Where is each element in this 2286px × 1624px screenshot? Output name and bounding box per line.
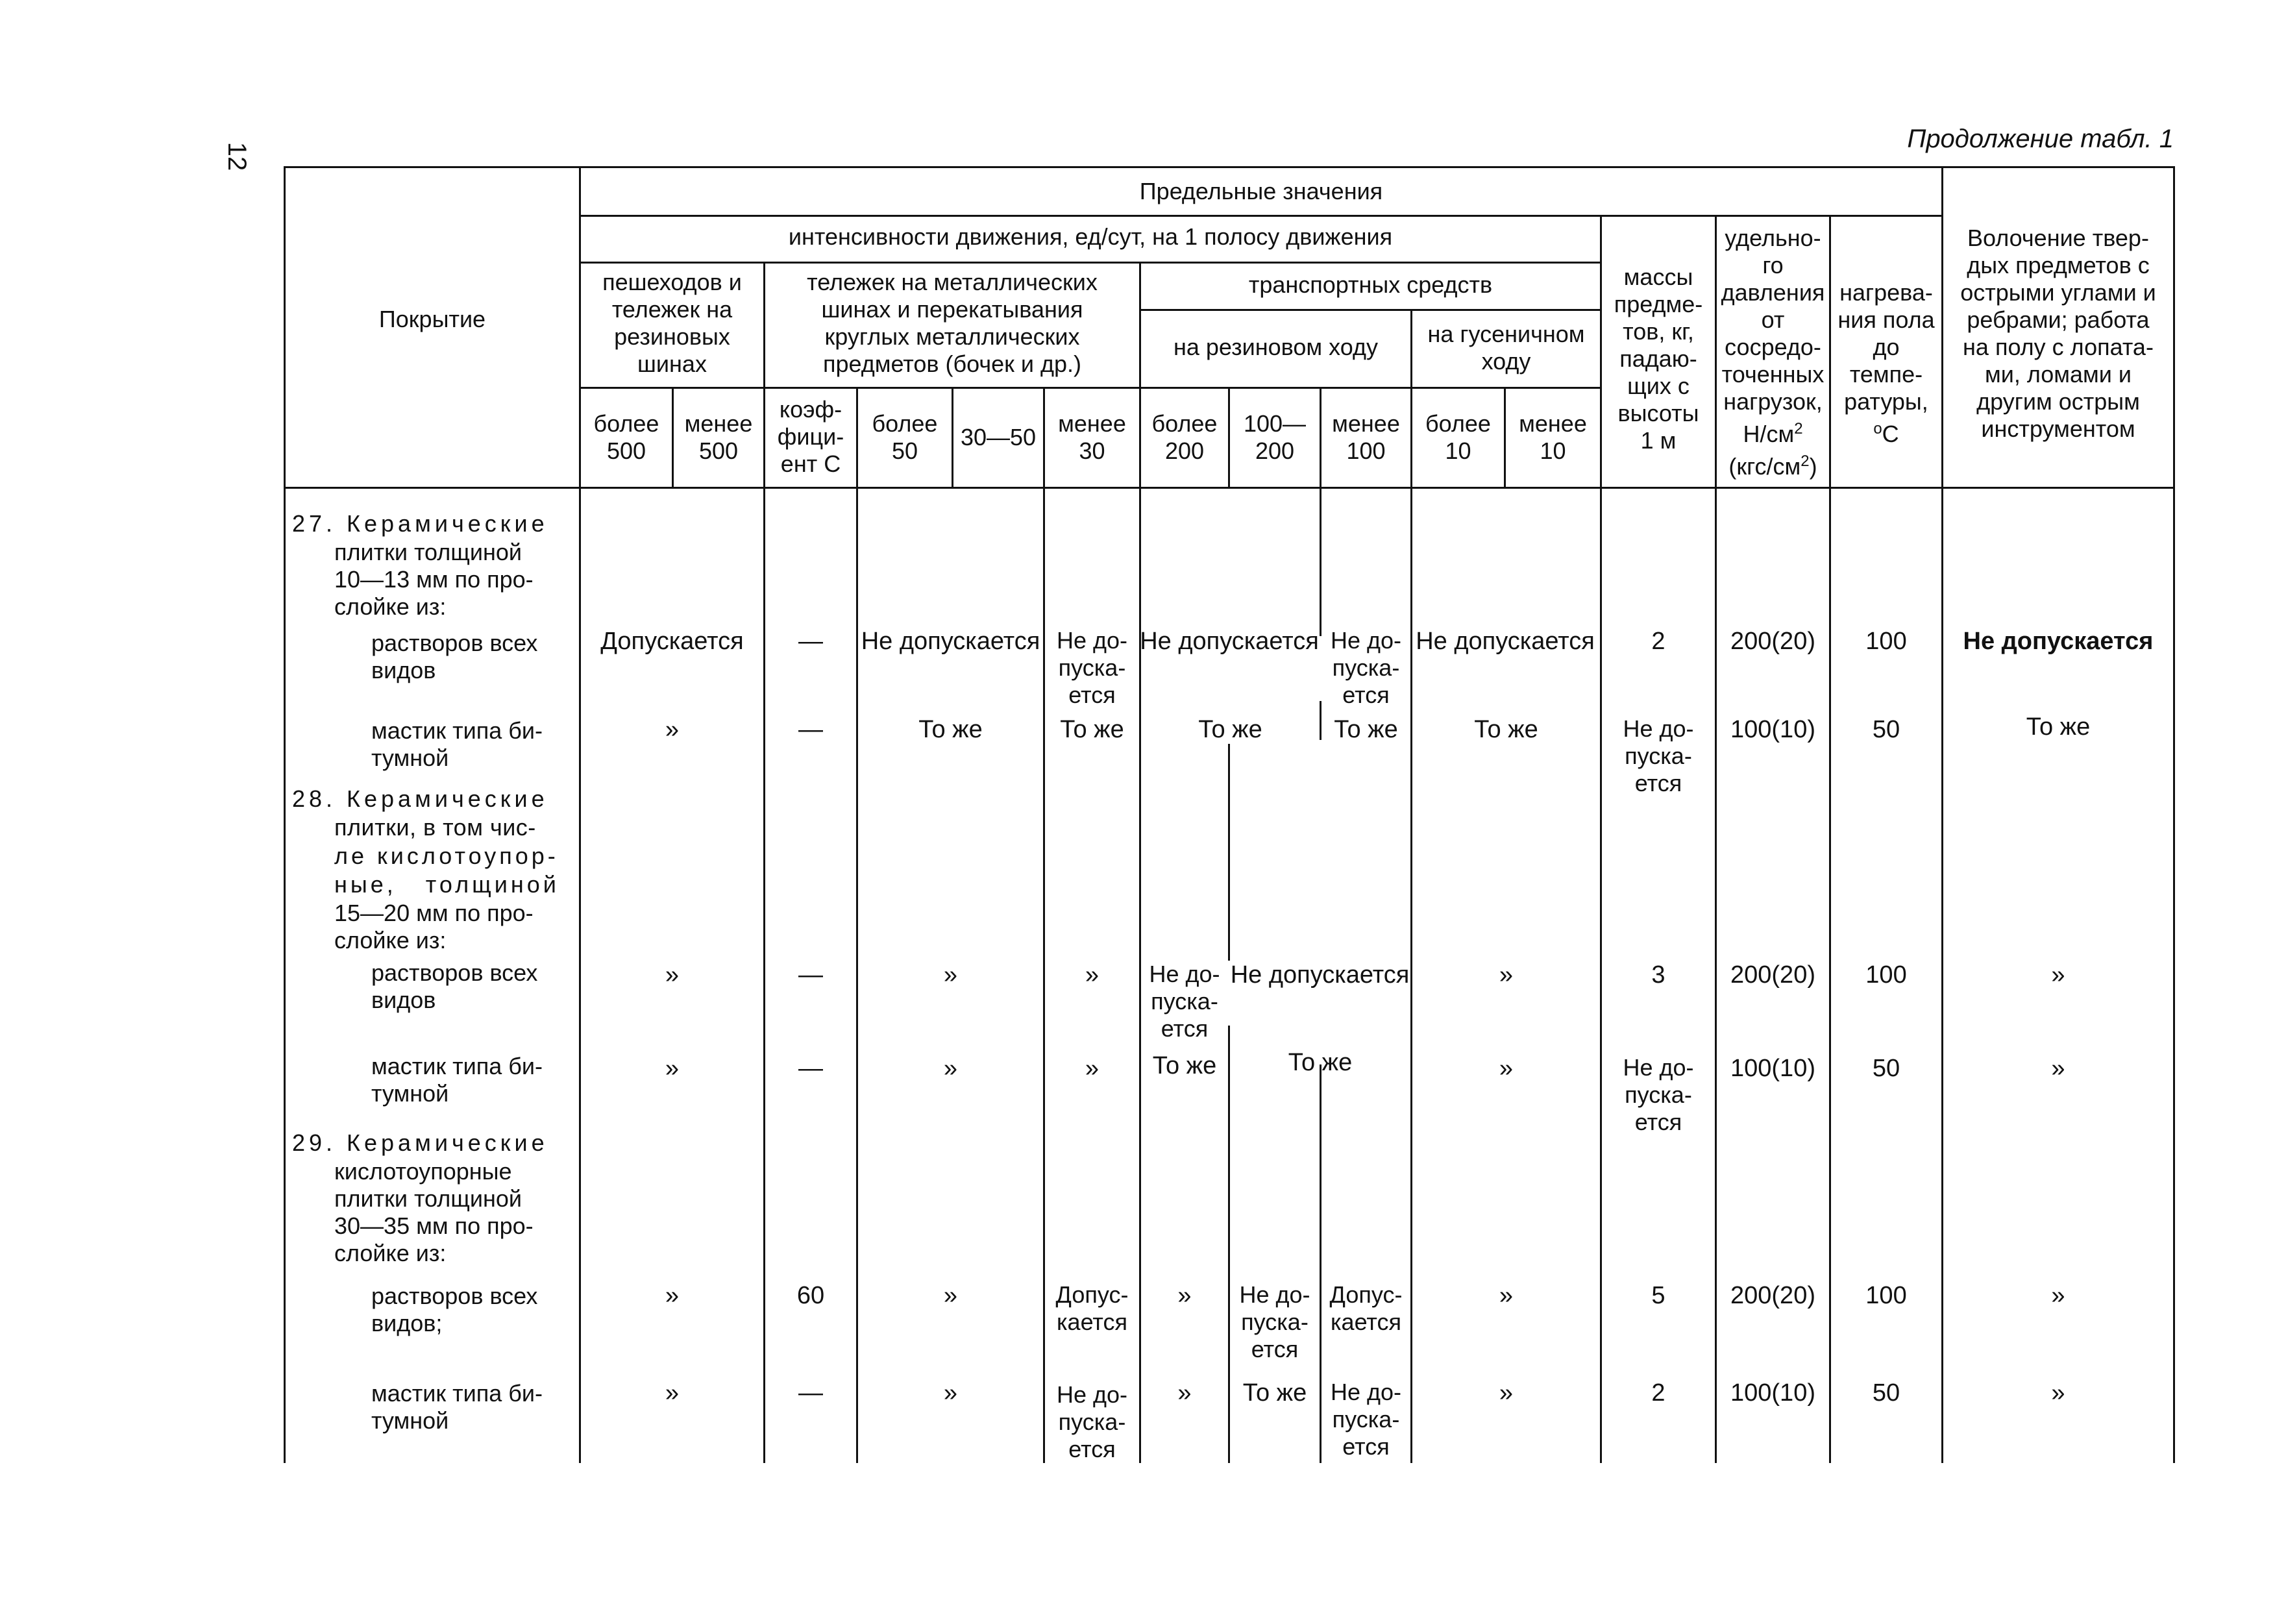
header-coating: Покрытие [378, 306, 486, 332]
cell-28b-pressure: 100(10) [1730, 1055, 1815, 1082]
item29-title: 29. Керамические [292, 1129, 548, 1156]
header-vehicles: транспортных средств [1248, 271, 1493, 298]
subhead-ped-more: более 500 [593, 410, 659, 464]
cell-28b-coef: — [798, 1055, 823, 1082]
col-left-border [284, 166, 286, 1463]
subhead-metal-more: более 50 [872, 410, 938, 464]
item27a-label: растворов всех видов [371, 630, 538, 683]
cell-28a-pressure: 200(20) [1730, 961, 1815, 989]
cell-28b-dragging: » [2051, 1055, 2065, 1082]
item29a-label: растворов всех видов; [371, 1283, 538, 1336]
cell-29b-ped: » [665, 1379, 680, 1407]
item28a-label: растворов всех видов [371, 959, 538, 1013]
cell-29a-rubber-less: Допус- кается [1329, 1281, 1403, 1335]
cell-27a-dragging: Не допускается [1963, 628, 2154, 655]
cell-29b-pressure: 100(10) [1730, 1379, 1815, 1407]
subhead-cat-less: менее 10 [1519, 410, 1587, 464]
cell-28a-rubber-mid-less: Не допускается [1230, 961, 1410, 989]
page-number: 12 [223, 141, 251, 171]
cell-29b-metal-less: Не до- пуска- ется [1056, 1381, 1128, 1462]
cell-29a-rubber-mid: Не до- пуска- ется [1239, 1281, 1310, 1362]
cell-27b-dragging: То же [2026, 713, 2091, 741]
header-line-4 [579, 387, 1600, 389]
col-right-border [2173, 166, 2175, 1463]
cell-29a-rubber-more: » [1177, 1282, 1192, 1309]
cell-28a-heating: 100 [1865, 961, 1907, 989]
cell-28a-mass: 3 [1651, 961, 1665, 989]
header-rubber-tracks: на резиновом ходу [1174, 334, 1378, 360]
cell-29b-heating: 50 [1872, 1379, 1900, 1407]
header-line-3 [1139, 309, 1600, 311]
header-pressure-main: удельно- го давления от сосредо- точенных нагрузок, Н/см [1721, 225, 1825, 447]
cell-27b-rubber-more-mid: То же [1141, 715, 1320, 744]
header-caterpillar: на гусеничном ходу [1427, 321, 1585, 375]
cell-27b-coef: — [798, 716, 823, 743]
cell-28a-cat: » [1499, 961, 1514, 989]
header-pressure-text [1717, 225, 1829, 480]
item29b-label: мастик типа би- тумной [371, 1380, 543, 1434]
header-metal-carts: тележек на металлических шинах и перекатывания круглых металлических предметов (бочек и др.) [807, 269, 1098, 377]
item29-description: кислотоупорные плитки толщиной 30—35 мм по про- слойке из: [334, 1158, 534, 1266]
cell-29b-coef: — [798, 1379, 823, 1407]
continuation-title: Продолжение табл. 1 [1907, 125, 2174, 153]
header-limit-values: Предельные значения [1139, 178, 1383, 204]
item27-title: 27. Керамические [292, 510, 548, 537]
header-pressure [1717, 225, 1829, 480]
cell-29a-metal-less: Допус- кается [1055, 1281, 1129, 1335]
cell-29b-rubber-more: » [1177, 1379, 1192, 1407]
cell-29b-dragging: » [2051, 1379, 2065, 1407]
cell-28a-ped: » [665, 961, 680, 989]
cell-27a-pressure: 200(20) [1730, 628, 1815, 655]
subhead-rubber-mid: 100— 200 [1243, 410, 1307, 464]
cell-27b-metal-more-mid: То же [918, 716, 983, 743]
item28-description: 15—20 мм по про- слойке из: [334, 900, 534, 953]
cell-29a-heating: 100 [1865, 1282, 1907, 1309]
header-traffic-intensity: интенсивности движения, ед/сут, на 1 полосу движения [788, 223, 1393, 250]
cell-27a-heating: 100 [1865, 628, 1907, 655]
header-pressure-close: ) [1809, 453, 1817, 480]
cell-28a-dragging: » [2051, 961, 2065, 989]
item27-description: плитки толщиной 10—13 мм по про- слойке из: [334, 539, 534, 620]
item28-line-3: ные, толщиной [334, 871, 559, 898]
cell-28b-rubber-more: То же [1152, 1052, 1217, 1079]
cell-28a-metal-less: » [1085, 961, 1100, 989]
header-pressure-unit: (кгс/см [1728, 453, 1801, 480]
header-mass: массы предме- тов, кг, падаю- щих с высоты 1 м [1614, 264, 1703, 454]
cell-29b-mass: 2 [1651, 1379, 1665, 1407]
cell-29b-metal-more-mid: » [943, 1379, 958, 1407]
cell-28a-coef: — [798, 961, 823, 989]
header-pedestrians: пешеходов и тележек на резиновых шинах [602, 269, 742, 377]
item27b-label: мастик типа би- тумной [371, 717, 543, 771]
cell-28b-cat: » [1499, 1055, 1514, 1082]
cell-27a-rubber-more-mid: Не допускается [1140, 628, 1319, 655]
subhead-metal-mid: 30—50 [960, 424, 1037, 450]
cell-29a-pressure: 200(20) [1730, 1282, 1815, 1309]
body-rubber-split-28 [1228, 740, 1230, 961]
cell-27a-cat: Не допускается [1416, 628, 1595, 655]
header-pressure-sup: 2 [1794, 420, 1803, 437]
header-line-1 [579, 215, 1941, 217]
subhead-rubber-less: менее 100 [1332, 410, 1400, 464]
cell-28b-heating: 50 [1872, 1055, 1900, 1082]
cell-29b-rubber-less: Не до- пуска- ется [1330, 1379, 1402, 1460]
cell-27b-cat: То же [1474, 716, 1538, 743]
header-pressure-unit-sup: 2 [1801, 452, 1810, 470]
cell-27b-rubber-less: То же [1334, 716, 1398, 743]
cell-27a-rubber-less: Не до- пуска- ется [1330, 627, 1402, 708]
cell-28b-mass: Не до- пуска- ется [1623, 1054, 1694, 1135]
subhead-metal-less: менее 30 [1058, 410, 1126, 464]
cell-29b-cat: » [1499, 1379, 1514, 1407]
cell-29b-rubber-mid: То же [1242, 1379, 1307, 1407]
cell-28a-rubber-more: Не до- пуска- ется [1149, 961, 1220, 1042]
cell-28b-ped: » [665, 1055, 680, 1082]
subhead-rubber-more: более 200 [1151, 410, 1218, 464]
item28-line-2: ле кислотоупор- [334, 843, 559, 869]
cell-29a-dragging: » [2051, 1282, 2065, 1309]
cell-29a-ped: » [665, 1282, 680, 1309]
header-heating [1831, 279, 1941, 448]
cell-27b-mass: Не до- пуска- ется [1623, 715, 1694, 796]
cell-29a-coef: 60 [796, 1282, 825, 1309]
cell-27a-coef: — [798, 628, 823, 655]
header-heating-unit: С [1882, 421, 1899, 447]
item28-line-1: плитки, в том чис- [334, 814, 536, 841]
cell-27b-pressure: 100(10) [1730, 716, 1815, 743]
cell-28b-metal-more-mid: » [943, 1055, 958, 1082]
header-line-2 [579, 262, 1600, 264]
cell-27a-metal-more-mid: Не допускается [861, 628, 1040, 655]
cell-29a-cat: » [1499, 1282, 1514, 1309]
cell-28a-metal-more-mid: » [943, 961, 958, 989]
cell-28b-metal-less: » [1085, 1055, 1100, 1082]
cell-29a-mass: 5 [1651, 1282, 1665, 1309]
cell-27a-mass: 2 [1651, 628, 1665, 655]
body-rubber-split-27 [1320, 489, 1321, 636]
cell-27b-heating: 50 [1872, 716, 1900, 743]
cell-27a-metal-less: Не до- пуска- ется [1056, 627, 1128, 708]
cell-29a-metal-more-mid: » [943, 1282, 958, 1309]
header-dragging: Волочение твер- дых предметов с острыми углами и ребрами; работа на полу с лопата- ми, ломами и другим острым инструментом [1960, 225, 2156, 442]
cell-28b-rubber-mid-less: То же [1288, 1049, 1353, 1076]
subhead-coef: коэф- фици- ент С [777, 396, 844, 477]
cell-27a-ped: Допускается [600, 628, 744, 655]
header-heating-degree: о [1873, 420, 1882, 437]
cell-27b-metal-less: То же [1060, 716, 1124, 743]
item28-title: 28. Керамические [292, 785, 548, 812]
header-heating-main: нагрева- ния пола до темпе- ратуры, [1837, 279, 1935, 415]
subhead-ped-less: менее 500 [684, 410, 753, 464]
item28b-label: мастик типа би- тумной [371, 1053, 543, 1107]
table-top-border [284, 166, 2175, 168]
subhead-cat-more: более 10 [1425, 410, 1491, 464]
cell-27b-ped: » [665, 716, 680, 743]
